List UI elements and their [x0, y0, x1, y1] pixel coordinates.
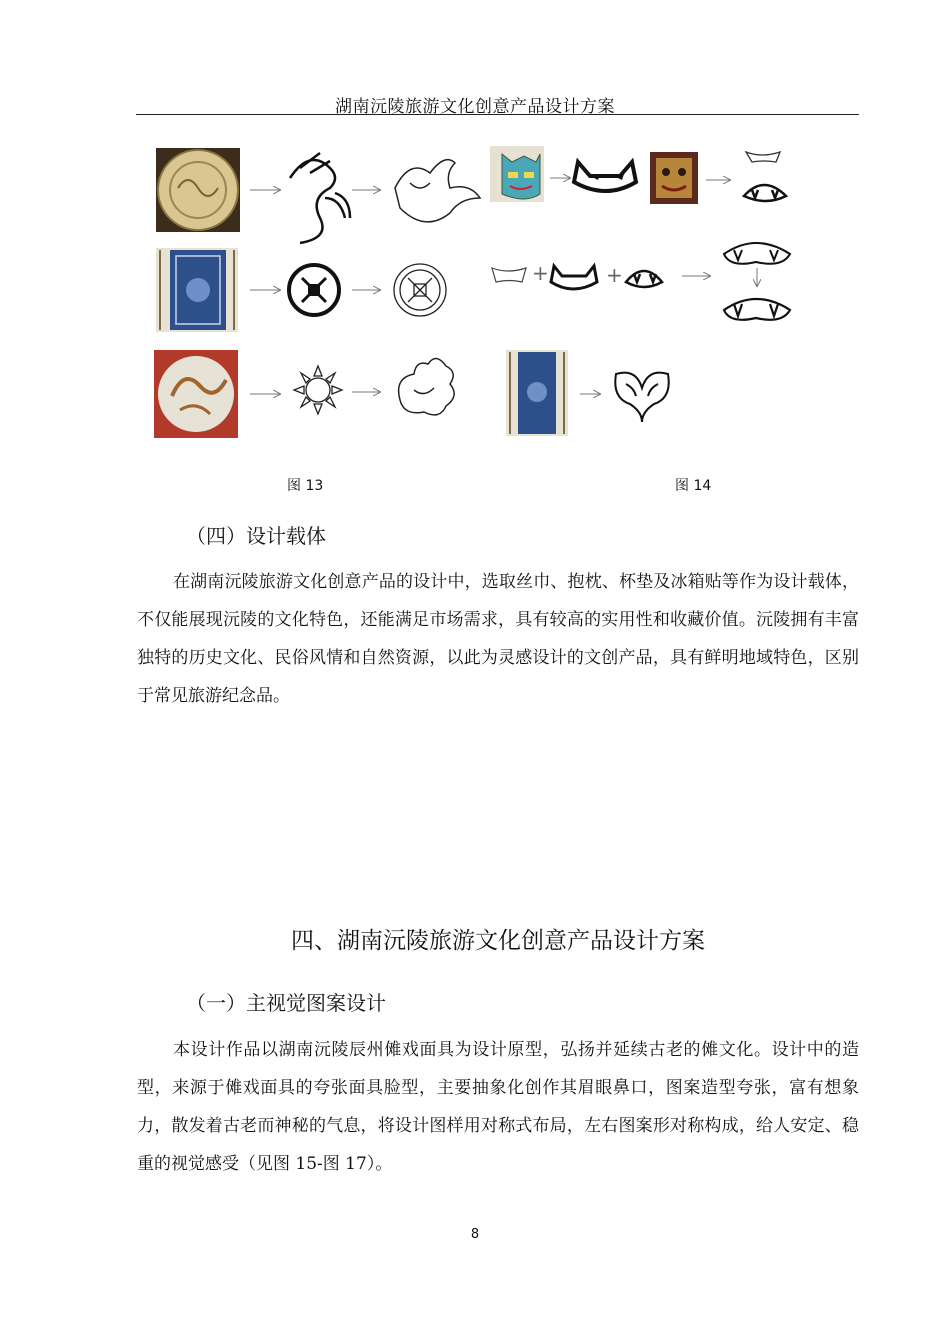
blue-panel-photo-2 — [506, 350, 568, 436]
figure-13-caption: 图 13 — [287, 478, 324, 494]
carved-phoenix-photo — [156, 148, 240, 232]
butterfly-mask-icon — [615, 373, 668, 422]
section-4-heading: （四）设计载体 — [186, 524, 326, 548]
mouth-fangs-small-icon — [626, 271, 662, 287]
running-header: 湖南沅陵旅游文化创意产品设计方案 — [335, 97, 615, 117]
phoenix-sketch-icon — [290, 153, 350, 243]
combined-face-icon — [724, 243, 790, 264]
figure-14-caption: 图 14 — [675, 478, 712, 494]
figure-13 — [154, 148, 480, 438]
nuo-mask-photo-1 — [490, 146, 544, 202]
medallion-outline-icon — [394, 264, 446, 316]
brow-outline-small-icon — [492, 268, 526, 282]
figure-14 — [490, 146, 790, 436]
phoenix-outline-icon — [395, 160, 480, 222]
section-4-paragraph: 在湖南沅陵旅游文化创意产品的设计中，选取丝巾、抱枕、杯垫及冰箱贴等作为设计载体，不仅能展现沅陵的文化特色，还能满足市场需求，具有较高的实用性和收藏价值。沅陵拥有丰富独特的历史文化、民俗风情和自然资源，以此为灵感设计的文创产品，具有鲜明地域特色，区别于常见旅游纪念品。 — [137, 572, 859, 706]
plus-sign: + — [532, 261, 549, 285]
mask-eyes-small-icon — [551, 266, 597, 289]
figures-13-14 — [130, 138, 830, 448]
header-rule — [136, 114, 859, 115]
cloud-flame-outline-icon — [399, 358, 455, 414]
nuo-mask-photo-2 — [650, 152, 698, 204]
brow-outline-icon — [746, 152, 780, 162]
page-number: 8 — [470, 1227, 480, 1242]
mask-eyes-icon — [574, 162, 636, 191]
medallion-solid-icon — [289, 265, 339, 315]
chapter-4-title: 四、湖南沅陵旅游文化创意产品设计方案 — [291, 928, 705, 954]
sun-outline-icon — [294, 366, 342, 414]
blue-panel-photo-1 — [156, 248, 238, 332]
subsection-1-paragraph: 本设计作品以湖南沅陵辰州傩戏面具为设计原型，弘扬并延续古老的傩文化。设计中的造型，来源于傩戏面具的夸张面具脸型，主要抽象化创作其眉眼鼻口，图案造型夸张，富有想象力，散发着古老而神秘的气息，将设计图样用对称式布局，左右图案形对称构成，给人安定、稳重的视觉感受（见图 15-图 17）。 — [137, 1040, 859, 1174]
plus-sign: + — [606, 263, 623, 287]
mouth-fangs-icon — [744, 185, 786, 201]
subsection-1-heading: （一）主视觉图案设计 — [186, 991, 386, 1015]
dragon-disc-photo — [154, 350, 238, 438]
combined-face-final-icon — [724, 299, 790, 320]
